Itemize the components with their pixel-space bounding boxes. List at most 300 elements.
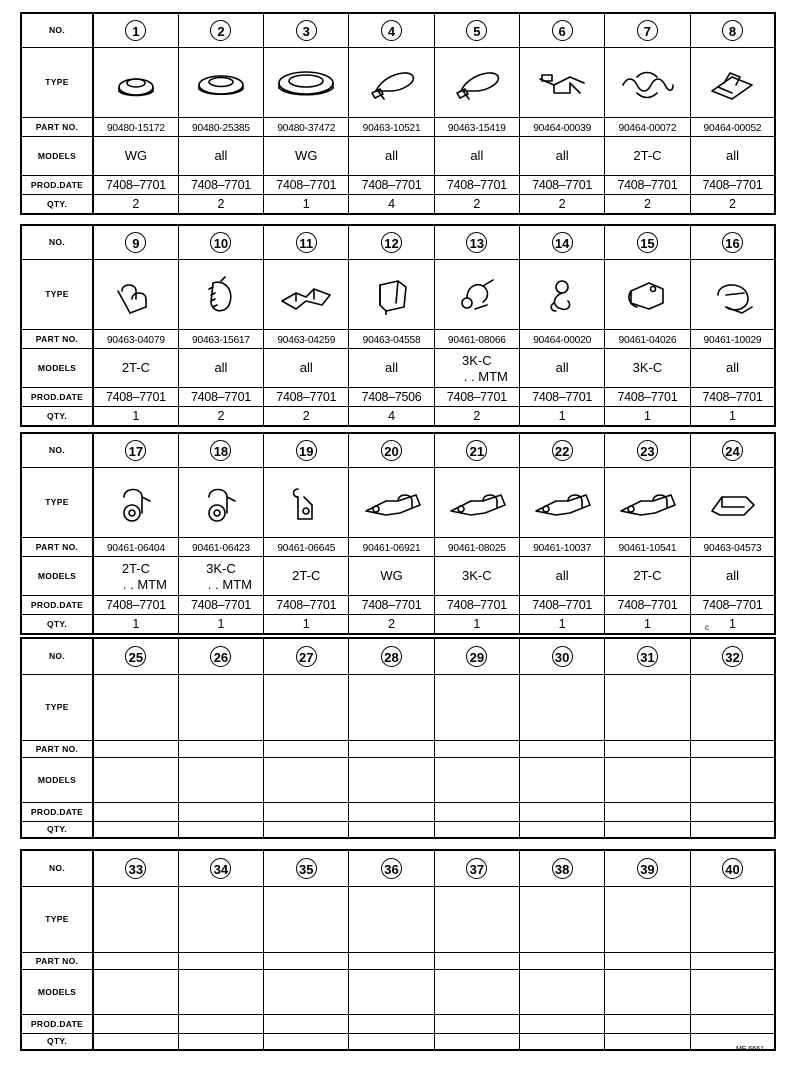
qty-value: 1 <box>558 408 566 423</box>
models-cell <box>93 969 178 1014</box>
part-number-cell <box>605 952 690 969</box>
ribbed-clamp-icon <box>179 273 263 315</box>
prod-date: 7408–7506 <box>361 389 422 404</box>
row-type <box>21 467 775 537</box>
prod-date-cell <box>605 802 690 821</box>
item-type-cell <box>349 886 434 952</box>
qty-cell <box>519 821 604 838</box>
item-type-cell <box>434 674 519 740</box>
prod-date-cell <box>349 595 434 614</box>
item-number: 1 <box>125 20 146 41</box>
item-number-cell <box>690 13 775 47</box>
models-cell <box>519 348 604 387</box>
item-number-cell <box>605 13 690 47</box>
item-type-cell <box>178 886 263 952</box>
models-cell <box>349 348 434 387</box>
qty-cell <box>605 821 690 838</box>
row-label-prod-date: PROD.DATE <box>21 1014 93 1033</box>
row-qty <box>21 194 775 214</box>
item-number-cell <box>93 850 178 886</box>
models-value <box>300 360 313 375</box>
part-number-cell <box>434 117 519 136</box>
part-number-cell <box>519 329 604 348</box>
model-name: all <box>470 147 484 163</box>
item-number-cell <box>519 433 604 467</box>
qty-cell <box>178 1033 263 1050</box>
qty-cell <box>264 1033 349 1050</box>
item-type-cell <box>349 674 434 740</box>
prod-date-cell <box>349 175 434 194</box>
prod-date: 7408–7701 <box>191 177 251 192</box>
row-label-part-no: PART NO. <box>21 952 93 969</box>
models-cell <box>519 136 604 175</box>
models-cell <box>264 348 349 387</box>
prod-date: 7408–7701 <box>617 177 678 192</box>
item-number-cell <box>605 638 690 674</box>
model-name: all <box>214 359 228 375</box>
models-cell <box>605 969 690 1014</box>
item-number-cell <box>264 638 349 674</box>
qty-cell <box>690 614 775 634</box>
models-cell <box>178 757 263 802</box>
qty-value: 1 <box>132 408 140 423</box>
model-name: all <box>725 567 739 583</box>
models-value <box>726 360 739 375</box>
models-value <box>726 148 739 163</box>
row-label-models: MODELS <box>21 136 93 175</box>
prod-date-cell <box>690 595 775 614</box>
item-type-cell <box>264 886 349 952</box>
model-name: 3K-C <box>206 560 236 576</box>
qty-value: 2 <box>558 196 566 211</box>
row-no <box>21 225 775 259</box>
prod-date-cell <box>93 1014 178 1033</box>
row-prod-date <box>21 595 775 614</box>
item-type-cell <box>264 259 349 329</box>
double-clamp-icon <box>94 273 178 315</box>
row-no <box>21 433 775 467</box>
models-value <box>214 360 227 375</box>
model-line: . . MTM <box>122 576 167 592</box>
prod-date-cell <box>605 387 690 406</box>
row-type <box>21 674 775 740</box>
model-name: all <box>725 359 739 375</box>
part-number: 90464-00072 <box>618 122 677 134</box>
parts-table-1 <box>20 12 776 215</box>
item-number: 30 <box>552 646 573 667</box>
item-number-cell <box>349 638 434 674</box>
prod-date-cell <box>434 175 519 194</box>
loop-clamp-icon <box>691 273 775 315</box>
prod-date-cell <box>690 802 775 821</box>
models-cell <box>264 556 349 595</box>
models-value <box>179 561 263 592</box>
qty-value: 1 <box>217 616 225 631</box>
models-cell <box>605 136 690 175</box>
part-number: 90463-15617 <box>192 334 250 346</box>
prod-date: 7408–7701 <box>702 177 763 192</box>
item-number: 3 <box>296 20 317 41</box>
flat-clip-icon <box>264 273 348 315</box>
row-prod-date <box>21 175 775 194</box>
row-label-prod-date: PROD.DATE <box>21 595 93 614</box>
row-prod-date <box>21 802 775 821</box>
models-value <box>633 360 663 375</box>
part-number: 90461-04026 <box>618 334 677 346</box>
row-prod-date <box>21 387 775 406</box>
qty-cell <box>93 1033 178 1050</box>
item-number-cell <box>690 433 775 467</box>
item-type-cell <box>434 259 519 329</box>
qty-cell <box>349 194 434 214</box>
item-number-cell <box>434 225 519 259</box>
item-type-cell <box>519 886 604 952</box>
models-value <box>385 360 398 375</box>
item-number: 37 <box>466 858 487 879</box>
prod-date-cell <box>690 387 775 406</box>
row-label-qty: QTY. <box>21 406 93 426</box>
prod-date-cell <box>349 387 434 406</box>
models-cell <box>264 136 349 175</box>
prod-date-cell <box>605 595 690 614</box>
models-cell <box>93 757 178 802</box>
prod-date: 7408–7701 <box>361 177 422 192</box>
row-no <box>21 850 775 886</box>
models-cell <box>178 136 263 175</box>
models-value <box>633 568 661 583</box>
row-models <box>21 556 775 595</box>
prod-date-cell <box>519 802 604 821</box>
row-label-no: NO. <box>21 13 93 47</box>
qty-value: 4 <box>388 408 396 423</box>
row-no <box>21 13 775 47</box>
part-number-cell <box>519 740 604 757</box>
prod-date-cell <box>434 595 519 614</box>
part-number-cell <box>93 329 178 348</box>
item-number: 34 <box>210 858 231 879</box>
prod-date-cell <box>690 1014 775 1033</box>
qty-cell <box>690 194 775 214</box>
item-number: 24 <box>722 440 743 461</box>
part-number: 90464-00052 <box>703 122 762 134</box>
prod-date: 7408–7701 <box>702 389 763 404</box>
item-number-cell <box>519 13 604 47</box>
part-number-cell <box>178 952 263 969</box>
part-number-cell <box>605 740 690 757</box>
item-type-cell <box>93 886 178 952</box>
grommet-large-icon <box>264 61 348 103</box>
model-name: MTM <box>222 576 252 592</box>
item-type-cell <box>93 47 178 117</box>
qty-cell <box>434 614 519 634</box>
qty-value: 1 <box>643 616 651 631</box>
item-number: 25 <box>125 646 146 667</box>
part-number-cell <box>349 537 434 556</box>
part-number: 90461-08066 <box>447 334 506 346</box>
item-number-cell <box>349 850 434 886</box>
prod-date: 7408–7701 <box>532 597 593 612</box>
item-number: 27 <box>296 646 317 667</box>
item-number-cell <box>349 433 434 467</box>
models-cell <box>264 969 349 1014</box>
part-number-cell <box>93 117 178 136</box>
qty-value: 2 <box>473 196 481 211</box>
grommet-medium-icon <box>179 61 263 103</box>
models-cell <box>605 556 690 595</box>
models-cell <box>519 757 604 802</box>
row-part-no <box>21 952 775 969</box>
models-cell <box>93 136 178 175</box>
item-type-cell <box>605 467 690 537</box>
wire-clip-icon <box>520 61 604 103</box>
eyelet-clamp-icon <box>179 481 263 523</box>
qty-cell <box>349 406 434 426</box>
item-number: 5 <box>466 20 487 41</box>
stray-mark: c <box>705 623 709 632</box>
prod-date-cell <box>519 387 604 406</box>
qty-value: 1 <box>473 616 481 631</box>
models-value <box>726 568 739 583</box>
item-number-cell <box>519 638 604 674</box>
item-type-cell <box>93 467 178 537</box>
row-part-no <box>21 117 775 136</box>
row-type <box>21 47 775 117</box>
part-number: 90461-06645 <box>277 542 336 554</box>
row-label-models: MODELS <box>21 556 93 595</box>
item-number: 33 <box>125 858 146 879</box>
hook-clamp-icon <box>520 273 604 315</box>
part-number: 90480-37472 <box>277 122 336 134</box>
item-number-cell <box>690 638 775 674</box>
qty-value: 2 <box>473 408 481 423</box>
item-number-cell <box>93 638 178 674</box>
part-number: 90480-15172 <box>106 122 165 134</box>
item-type-cell <box>93 674 178 740</box>
qty-cell <box>690 406 775 426</box>
item-number: 11 <box>296 232 317 253</box>
prod-date: 7408–7701 <box>105 389 166 404</box>
models-cell <box>178 556 263 595</box>
part-number-cell <box>349 952 434 969</box>
row-label-no: NO. <box>21 225 93 259</box>
item-type-cell <box>434 467 519 537</box>
prod-date: 7408–7701 <box>105 597 166 612</box>
item-number: 28 <box>381 646 402 667</box>
item-number: 26 <box>210 646 231 667</box>
prod-date-cell <box>264 387 349 406</box>
models-cell <box>434 757 519 802</box>
item-number: 4 <box>381 20 402 41</box>
qty-cell <box>519 406 604 426</box>
item-number: 12 <box>381 232 402 253</box>
eye-clamp-icon <box>435 273 519 315</box>
models-cell <box>349 969 434 1014</box>
models-cell <box>690 136 775 175</box>
qty-cell <box>519 194 604 214</box>
prod-date-cell <box>349 1014 434 1033</box>
item-number: 7 <box>637 20 658 41</box>
models-value <box>292 568 320 583</box>
part-number: 90464-00039 <box>533 122 592 134</box>
item-number-cell <box>93 225 178 259</box>
model-name: 2T-C <box>633 567 662 583</box>
models-cell <box>93 348 178 387</box>
qty-value: 2 <box>217 196 225 211</box>
models-value <box>385 148 398 163</box>
part-number-cell <box>605 329 690 348</box>
item-number-cell <box>264 850 349 886</box>
prod-date: 7408–7701 <box>617 597 678 612</box>
models-value <box>470 148 483 163</box>
item-number: 17 <box>125 440 146 461</box>
row-models <box>21 136 775 175</box>
tab-clamp-icon <box>605 273 689 315</box>
part-number: 90463-10521 <box>362 122 421 134</box>
prod-date-cell <box>434 387 519 406</box>
parts-table-3 <box>20 432 776 635</box>
qty-cell <box>434 821 519 838</box>
qty-cell <box>93 821 178 838</box>
row-label-type: TYPE <box>21 467 93 537</box>
part-number-cell <box>605 117 690 136</box>
qty-cell <box>434 406 519 426</box>
row-label-qty: QTY. <box>21 614 93 634</box>
prod-date-cell <box>264 595 349 614</box>
prod-date: 7408–7701 <box>446 389 507 404</box>
part-number-cell <box>264 329 349 348</box>
part-number: 90463-15419 <box>447 122 506 134</box>
item-type-cell <box>264 47 349 117</box>
model-name: WG <box>295 147 318 163</box>
qty-cell <box>605 1033 690 1050</box>
item-type-cell <box>519 47 604 117</box>
row-label-models: MODELS <box>21 757 93 802</box>
item-number: 10 <box>210 232 231 253</box>
row-qty <box>21 1033 775 1050</box>
qty-cell <box>519 614 604 634</box>
qty-value: 1 <box>643 408 651 423</box>
item-number-cell <box>349 225 434 259</box>
prod-date: 7408–7701 <box>702 597 763 612</box>
row-label-no: NO. <box>21 850 93 886</box>
item-type-cell <box>264 467 349 537</box>
qty-cell <box>264 406 349 426</box>
qty-cell <box>178 406 263 426</box>
qty-value: 1 <box>302 616 310 631</box>
row-label-models: MODELS <box>21 348 93 387</box>
qty-cell <box>605 406 690 426</box>
item-number: 22 <box>552 440 573 461</box>
model-line: . . MTM <box>207 576 252 592</box>
item-number-cell <box>605 850 690 886</box>
item-type-cell <box>605 259 690 329</box>
prod-date: 7408–7701 <box>617 389 678 404</box>
model-name: all <box>299 359 313 375</box>
item-number: 18 <box>210 440 231 461</box>
prod-date: 7408–7701 <box>361 597 422 612</box>
part-number: 90461-10541 <box>618 542 677 554</box>
models-value <box>462 568 492 583</box>
item-type-cell <box>690 886 775 952</box>
prod-date: 7408–7701 <box>276 597 337 612</box>
item-type-cell <box>690 674 775 740</box>
models-value <box>556 360 569 375</box>
item-type-cell <box>519 259 604 329</box>
prod-date: 7408–7701 <box>276 177 337 192</box>
qty-cell <box>264 614 349 634</box>
item-number: 13 <box>466 232 487 253</box>
row-label-part-no: PART NO. <box>21 117 93 136</box>
part-number: 90463-04259 <box>277 334 336 346</box>
models-cell <box>434 969 519 1014</box>
row-label-qty: QTY. <box>21 1033 93 1050</box>
part-number-cell <box>349 117 434 136</box>
item-number-cell <box>519 850 604 886</box>
spring-clip-icon <box>605 61 689 103</box>
qty-cell <box>605 614 690 634</box>
item-number-cell <box>434 638 519 674</box>
item-number: 9 <box>125 232 146 253</box>
part-number-cell <box>434 740 519 757</box>
prod-date: 7408–7701 <box>191 389 251 404</box>
plate-clamp-icon <box>349 481 433 523</box>
item-number: 6 <box>552 20 573 41</box>
prod-date-cell <box>605 175 690 194</box>
qty-value: 2 <box>643 196 651 211</box>
item-number-cell <box>178 225 263 259</box>
qty-cell <box>349 614 434 634</box>
part-number: 90461-06921 <box>362 542 421 554</box>
models-cell <box>605 348 690 387</box>
item-number: 15 <box>637 232 658 253</box>
item-number-cell <box>178 850 263 886</box>
model-name: all <box>214 147 228 163</box>
part-number-cell <box>93 740 178 757</box>
model-name: 3K-C <box>462 567 492 583</box>
item-number-cell <box>264 13 349 47</box>
item-type-cell <box>264 674 349 740</box>
row-label-type: TYPE <box>21 886 93 952</box>
item-number: 29 <box>466 646 487 667</box>
row-no <box>21 638 775 674</box>
models-cell <box>178 969 263 1014</box>
item-number-cell <box>178 433 263 467</box>
item-number: 31 <box>637 646 658 667</box>
part-number-cell <box>690 537 775 556</box>
part-number: 90461-10029 <box>703 334 762 346</box>
qty-value: 2 <box>217 408 225 423</box>
qty-cell <box>349 1033 434 1050</box>
qty-value: 2 <box>729 196 736 211</box>
bracket-clip-icon <box>691 61 775 103</box>
prod-date: 7408–7701 <box>532 177 593 192</box>
part-number-cell <box>93 537 178 556</box>
row-type <box>21 259 775 329</box>
qty-value: 4 <box>388 196 396 211</box>
prod-date: 7408–7701 <box>276 389 337 404</box>
prod-date-cell <box>690 175 775 194</box>
item-type-cell <box>178 259 263 329</box>
row-label-prod-date: PROD.DATE <box>21 387 93 406</box>
eyelet-clamp-icon <box>94 481 178 523</box>
qty-cell <box>434 194 519 214</box>
prod-date-cell <box>93 387 178 406</box>
part-number: 90464-00020 <box>533 334 592 346</box>
row-qty <box>21 821 775 838</box>
models-cell <box>519 556 604 595</box>
models-cell <box>349 757 434 802</box>
row-label-type: TYPE <box>21 47 93 117</box>
